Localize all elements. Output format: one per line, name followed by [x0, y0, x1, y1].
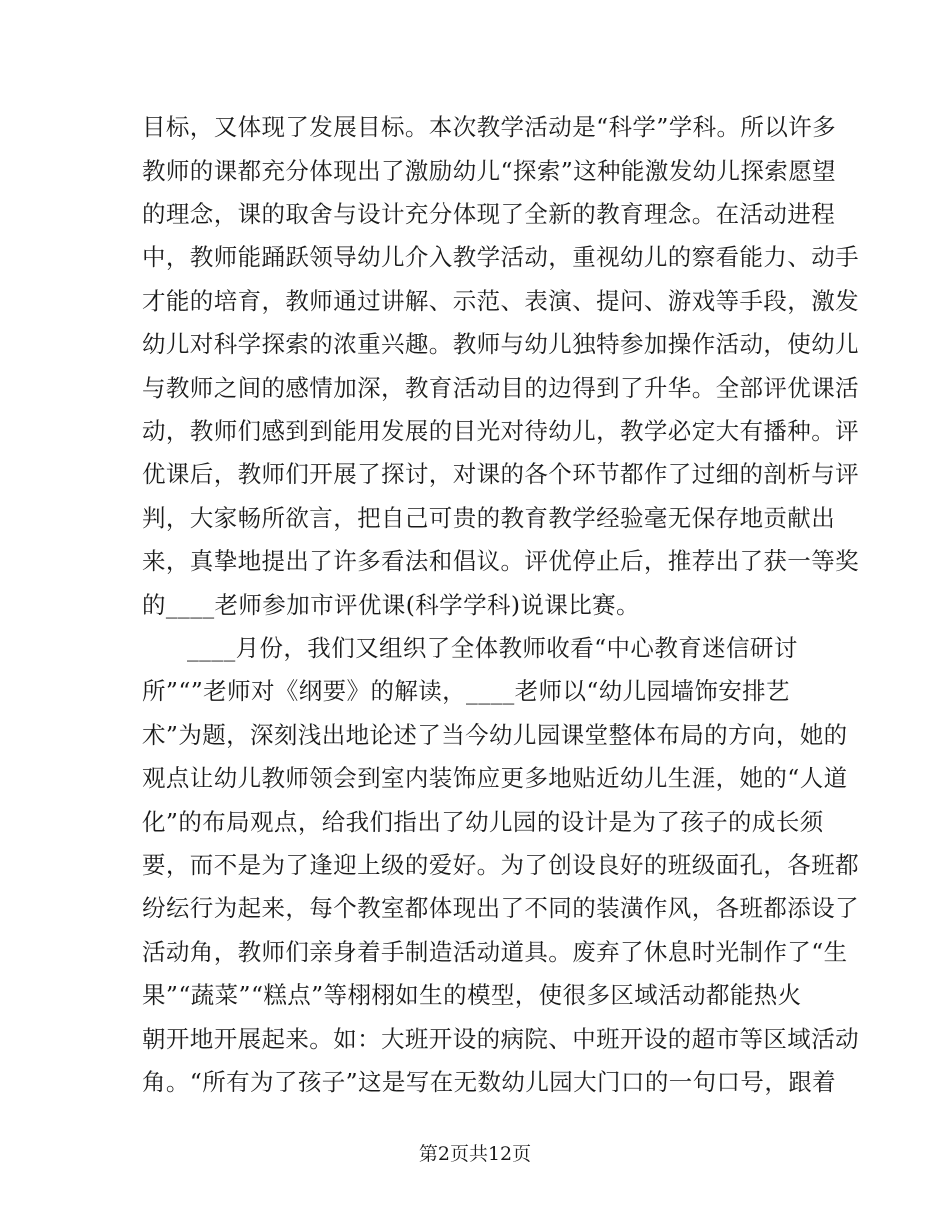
text-line: 的____老师参加市评优课(科学学科)说课比赛。 [142, 591, 640, 619]
text-line: 要，而不是为了逢迎上级的爱好。为了创设良好的班级面孔，各班都 [142, 851, 859, 879]
text-line: 化”的布局观点，给我们指出了幼儿园的设计是为了孩子的成长须 [142, 808, 824, 836]
text-line: 朝开地开展起来。如：大班开设的病院、中班开设的超市等区域活动 [142, 1025, 859, 1053]
text-line: 判，大家畅所欲言，把自己可贵的教育教学经验毫无保存地贡献出 [142, 504, 836, 532]
text-line: 才能的培育，教师通过讲解、示范、表演、提问、游戏等手段，激发 [142, 287, 859, 315]
text-line: 纷纭行为起来，每个教室都体现出了不同的装潢作风，各班都添设了 [142, 894, 859, 922]
text-line: 动，教师们感到到能用发展的目光对待幼儿，教学必定大有播种。评 [142, 417, 859, 445]
text-line: 中，教师能踊跃领导幼儿介入教学活动，重视幼儿的察看能力、动手 [142, 243, 859, 271]
text-line: 幼儿对科学探索的浓重兴趣。教师与幼儿独特参加操作活动，使幼儿 [142, 330, 859, 358]
page-number-footer: 第2页共12页 [418, 1143, 532, 1165]
text-line: 与教师之间的感情加深，教育活动目的边得到了升华。全部评优课活 [142, 374, 859, 402]
text-line: 目标，又体现了发展目标。本次教学活动是“科学”学科。所以许多 [142, 113, 837, 141]
text-line: 活动角，教师们亲身着手制造活动道具。废弃了休息时光制作了“生 [142, 938, 848, 966]
text-line: 所”“”老师对《纲要》的解读，____老师以“幼儿园墙饰安排艺 [142, 677, 790, 705]
text-line: 角。“所有为了孩子”这是写在无数幼儿园大门口的一句口号，跟着 [142, 1068, 837, 1096]
text-line: 果”“蔬菜”“糕点”等栩栩如生的模型，使很多区域活动都能热火 [142, 981, 802, 1009]
text-line: ____月份，我们又组织了全体教师收看“中心教育迷信研讨 [187, 634, 798, 662]
text-line: 来，真挚地提出了许多看法和倡议。评优停止后，推荐出了获一等奖 [142, 547, 859, 575]
text-line: 优课后，教师们开展了探讨，对课的各个环节都作了过细的剖析与评 [142, 460, 859, 488]
text-line: 观点让幼儿教师领会到室内装饰应更多地贴近幼儿生涯，她的“人道 [142, 764, 848, 792]
text-line: 教师的课都充分体现出了激励幼儿“探索”这种能激发幼儿探索愿望 [142, 157, 837, 185]
text-line: 术”为题，深刻浅出地论述了当今幼儿园课堂整体布局的方向，她的 [142, 721, 848, 749]
text-line: 的理念，课的取舍与设计充分体现了全新的教育理念。在活动进程 [142, 200, 836, 228]
